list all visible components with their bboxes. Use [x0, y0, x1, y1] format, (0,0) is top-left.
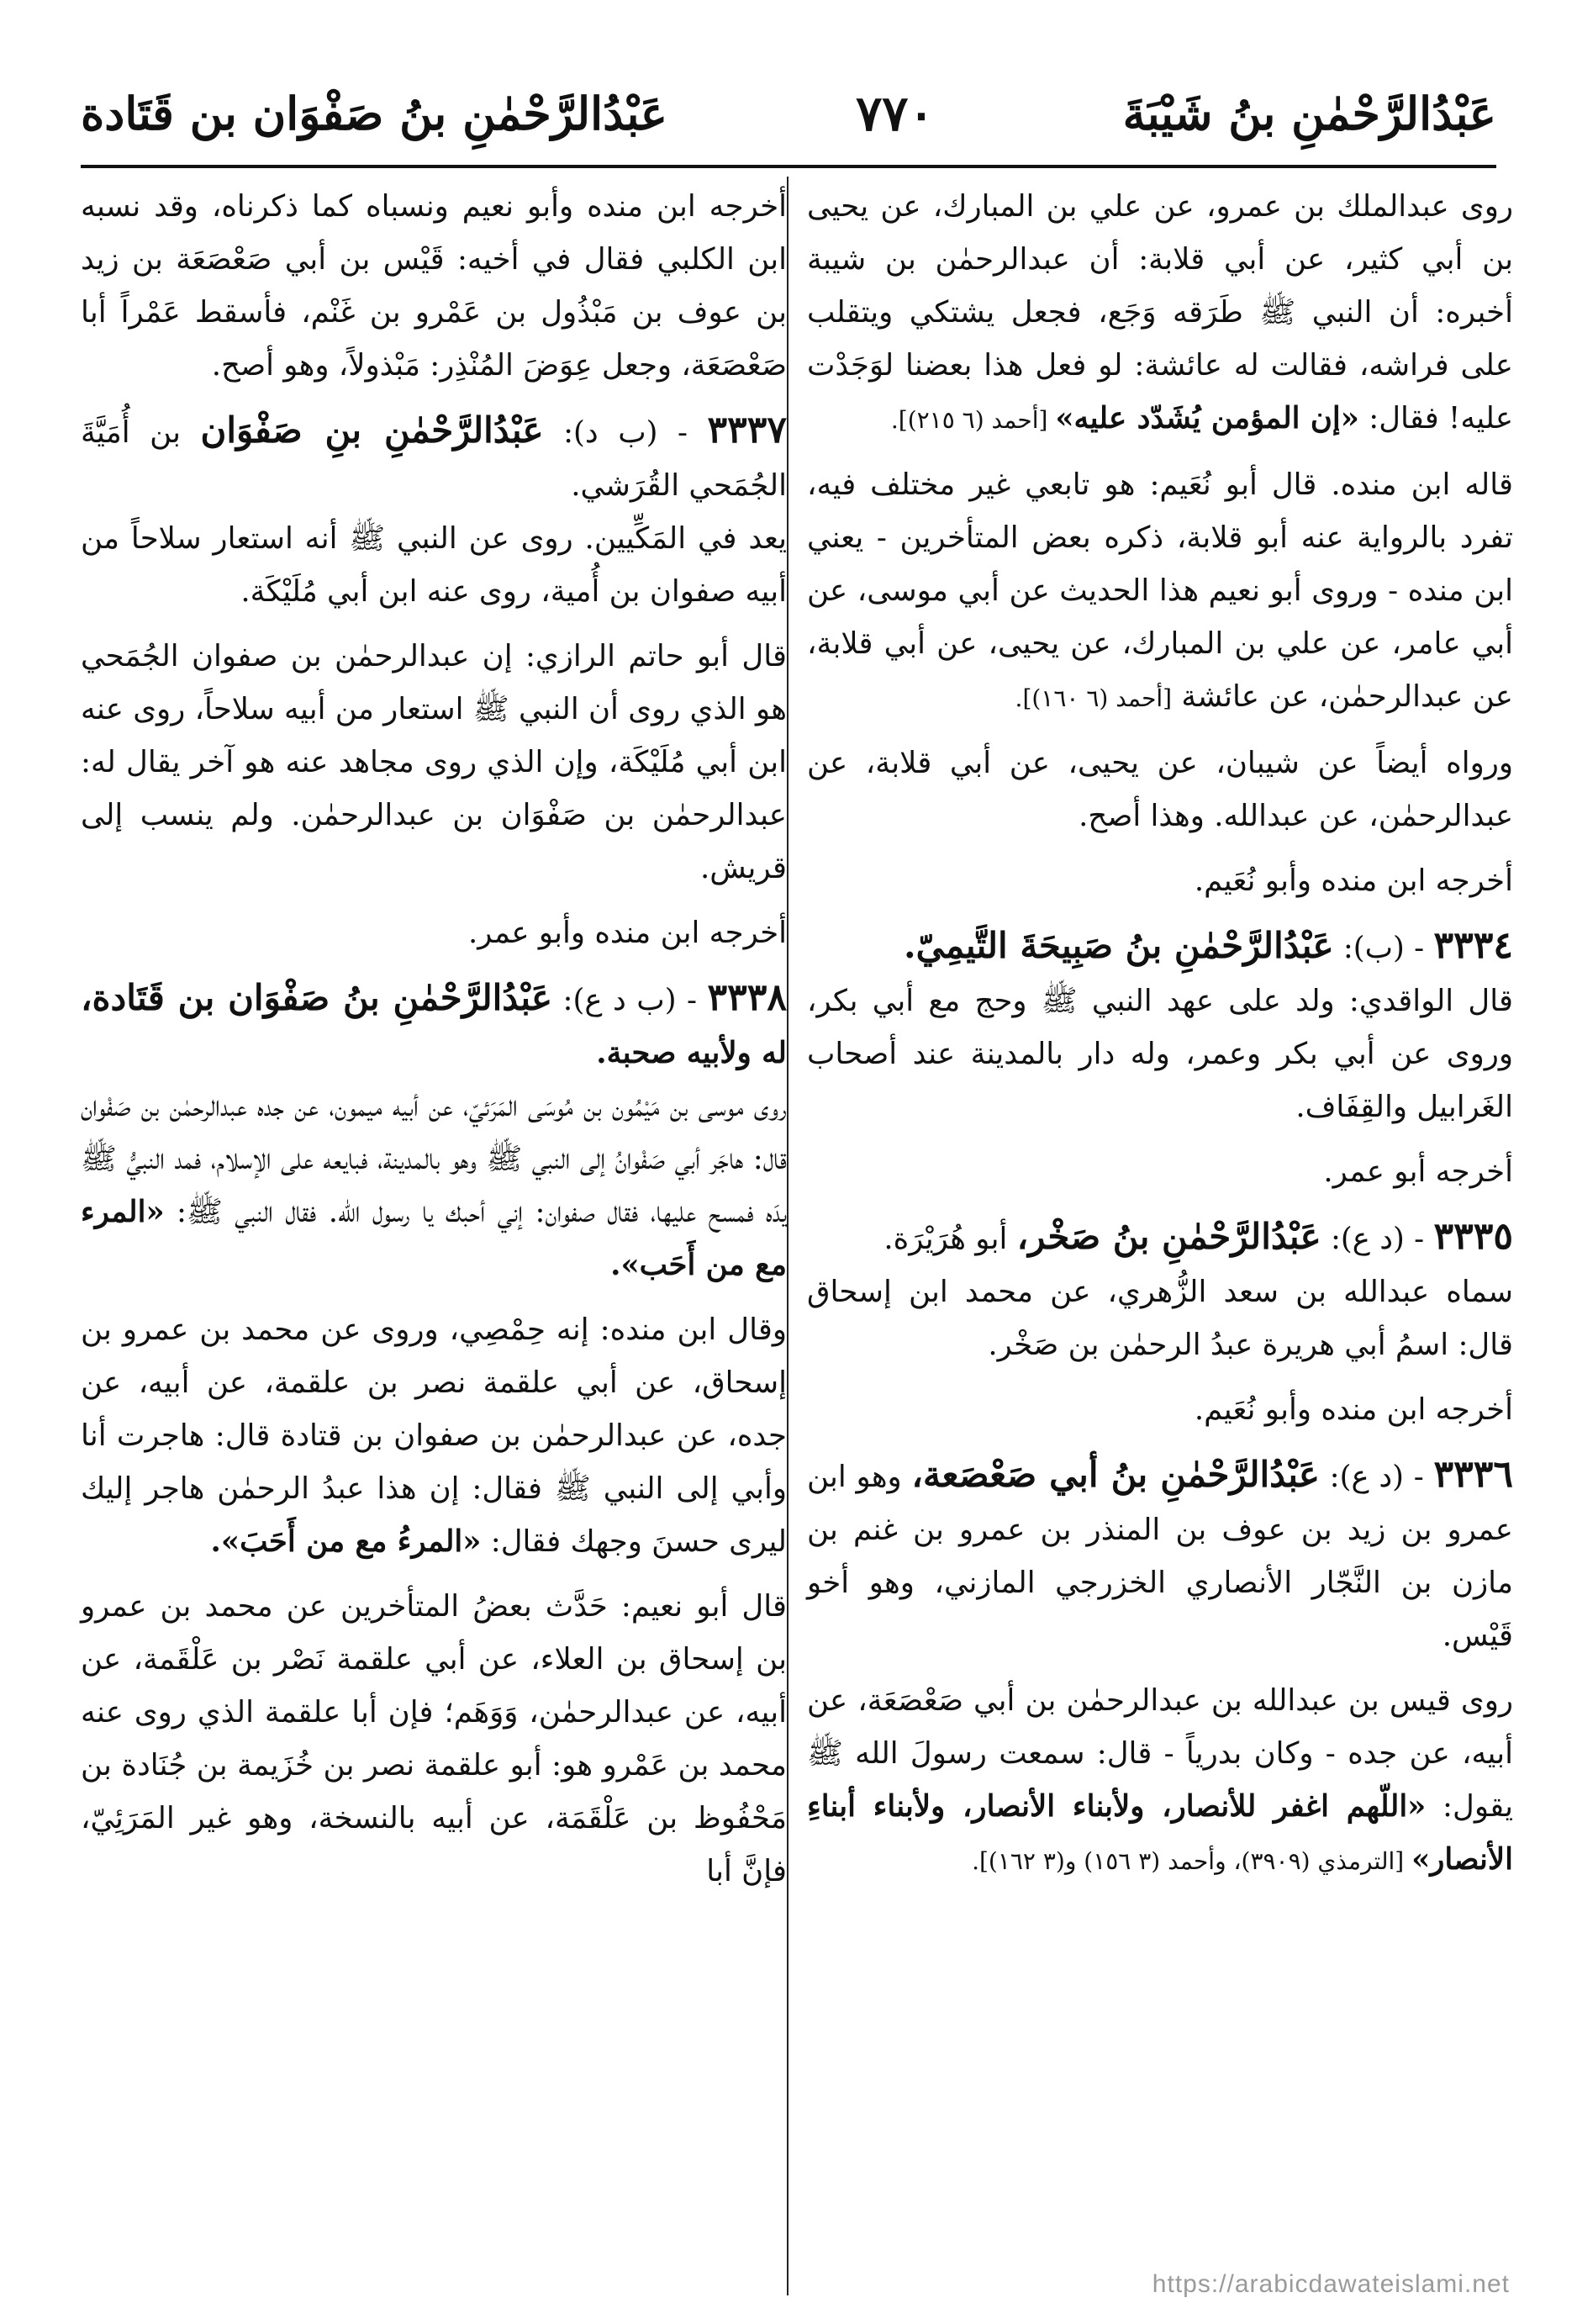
entry-number: ٣٣٣٧: [707, 409, 787, 452]
source-code: - (د ع):: [1319, 1460, 1434, 1494]
entry-name: عَبْدُالرَّحْمٰنِ بنُ أبي صَعْصَعة،: [911, 1454, 1320, 1495]
paragraph: [81, 1303, 787, 1568]
entry-number: ٣٣٣٤: [1433, 924, 1513, 967]
entry-name: عَبْدُالرَّحْمٰنِ بنِ صَفْوَان: [200, 409, 544, 451]
paragraph: [807, 1674, 1513, 1888]
citation: [أحمد (٦ ١٦٠)].: [1015, 684, 1173, 712]
paragraph: يعد في المَكِّيين. روى عن النبي ﷺ أنه استعار سلاحاً من أبيه صفوان بن أُمية، روى عنه ابن أبي مُلَيْكَة.: [81, 521, 787, 609]
entry-number: ٣٣٣٥: [1433, 1215, 1513, 1258]
citation: [الترمذي (٣٩٠٩)، وأحمد (٣ ١٥٦) و(٣ ١٦٢)].: [972, 1847, 1412, 1875]
running-title-right: عَبْدُالرَّحْمٰنِ بنُ شَيْبَةَ: [1122, 87, 1496, 140]
source-code: - (د ع):: [1321, 1222, 1434, 1256]
paragraph: قال أبو حاتم الرازي: إن عبدالرحمٰن بن صفوان الجُمَحي هو الذي روى أن النبي ﷺ استعار من أبيه سلاحاً، روى عنه ابن أبي مُلَيْكَة، وإن الذي روى مجاهد عنه هو آخر يقال له: عبدالرحمٰن بن صَفْوَان بن عبدالرحمٰن. ولم ينسب إلى قريش.: [81, 639, 787, 885]
hadith-quote: «إن المؤمن يُشَدّد عليه»: [1055, 401, 1359, 436]
entry-heading-3337: [81, 404, 787, 512]
entry-heading-3338: [81, 971, 787, 1080]
entry-heading-3336: [807, 1448, 1513, 1662]
entry-name: عَبْدُالرَّحْمٰنِ بنُ صَفْوَان بن قَتَادة،: [81, 977, 553, 1018]
paragraph: أخرجه ابن منده وأبو نُعَيم.: [1194, 864, 1513, 898]
text: قاله ابن منده. قال أبو نُعَيم: هو تابعي غير مختلف فيه، تفرد بالرواية عنه أبو قلابة، ذكره بعض المتأخرين - يعني ابن منده - وروى أبو نعيم هذا الحديث عن أبي موسى، عن أبي عامر، عن علي بن المبارك، عن يحيى، عن أبي قلابة، عن عبدالرحمٰن، عن عائشة: [807, 467, 1513, 714]
page-number: ٧٧٠: [856, 85, 935, 142]
entry-rest: بن أُمَيَّةَ الجُمَحي القُرَشي.: [81, 415, 787, 503]
entry-name: عَبْدُالرَّحْمٰنِ بنُ صَبِيحَةَ التَّيمِيّ.: [904, 925, 1334, 966]
source-code: - (ب د):: [543, 415, 708, 450]
paragraph: [81, 1080, 787, 1291]
entry-rest: وهو ابن عمرو بن زيد بن عوف بن المنذر بن عمرو بن غنم بن مازن بن النَّجّار الأنصاري الخزرجي المازني، وهو أخو قَيْس.: [807, 1460, 1513, 1653]
paragraph: أخرجه ابن منده وأبو عمر.: [467, 916, 787, 950]
paragraph: قال أبو نعيم: حَدَّث بعضُ المتأخرين عن محمد بن عمرو بن إسحاق بن العلاء، عن أبي علقمة نَصْر بن عَلْقَمة، عن أبيه، عن عبدالرحمٰن، وَوَهَم؛ فإن أبا علقمة الذي روى عنه محمد بن عَمْرو هو: أبو علقمة نصر بن خُزَيمة بن جُنَادة بن مَحْفُوظ بن عَلْقَمَة، عن أبيه بالنسخة، وهو غير المَرَئِيّ، فإنَّ أبا: [81, 1589, 787, 1888]
running-title-left: عَبْدُالرَّحْمٰنِ بنُ صَفْوَان بن قَتَادة: [81, 87, 667, 140]
source-code: - (ب):: [1333, 931, 1434, 965]
left-column: [81, 180, 787, 1909]
hadith-quote: «المرء مع من أَحَب».: [81, 1195, 787, 1282]
citation: [أحمد (٦ ٢١٥)].: [890, 406, 1056, 434]
paragraph: أخرجه ابن منده وأبو نعيم ونسباه كما ذكرناه، وقد نسبه ابن الكلبي فقال في أخيه: قَيْس بن أبي صَعْصَعَة بن زيد بن عوف بن مَبْذُول بن عَمْرو بن غَنْم، فأسقط عَمْراً أبا صَعْصَعَة، وجعل عِوَضَ المُنْذِر: مَبْذولاً، وهو أصح.: [81, 189, 787, 383]
text: وقال ابن منده: إنه حِمْصِي، وروى عن محمد بن عمرو بن إسحاق، عن أبي علقمة نصر بن علقمة، عن أبيه، عن جده، عن عبدالرحمٰن بن صفوان بن قتادة قال: هاجرت أنا وأبي إلى النبي ﷺ فقال: إن هذا عبدُ الرحمٰن هاجر إليك ليرى حسنَ وجهك فقال:: [81, 1313, 787, 1559]
source-code: - (ب د ع):: [552, 983, 708, 1017]
hadith-quote: «المرءُ مع من أَحَبَ».: [210, 1524, 482, 1559]
paragraph: أخرجه ابن منده وأبو نُعَيم.: [1194, 1392, 1513, 1427]
header-rule: [81, 165, 1496, 168]
entry-rest: أبو هُرَيْرَة.: [883, 1222, 1017, 1256]
paragraph: قال الواقدي: ولد على عهد النبي ﷺ وحج مع أبي بكر، وروى عن أبي بكر وعمر، وله دار بالمدينة عند أصحاب الغَرابيل والقِفَاف.: [807, 984, 1513, 1124]
entry-name: عَبْدُالرَّحْمٰنِ بنُ صَخْر،: [1016, 1216, 1321, 1257]
paragraph: سماه عبدالله بن سعد الزُّهري، عن محمد ابن إسحاق قال: اسمُ أبي هريرة عبدُ الرحمٰن بن صَخْر.: [807, 1275, 1513, 1362]
text: روى عبدالملك بن عمرو، عن علي بن المبارك، عن يحيى بن أبي كثير، عن أبي قلابة: أن عبدالرحمٰن بن شيبة أخبره: أن النبي ﷺ طَرَقه وَجَع، فجعل يشتكي ويتقلب على فراشه، فقالت له عائشة: لو فعل هذا بعضنا لوَجَدْت عليه! فقال:: [807, 189, 1513, 436]
entry-rest: له ولأبيه صحبة.: [596, 1036, 787, 1070]
entry-heading-3335: [807, 1210, 1513, 1265]
entry-heading-3334: [807, 919, 1513, 974]
paragraph: ورواه أيضاً عن شيبان، عن يحيى، عن أبي قلابة، عن عبدالرحمٰن، عن عبدالله. وهذا أصح.: [807, 746, 1513, 833]
watermark-url: https://arabicdawateislami.net: [1152, 2270, 1510, 2298]
column-separator: [787, 177, 788, 2295]
hadith-quote: «اللّهم اغفر للأنصار، ولأبناء الأنصار، ولأبناء أبناءِ الأنصار»: [807, 1789, 1513, 1877]
right-column: [807, 180, 1513, 1899]
entry-number: ٣٣٣٨: [707, 976, 787, 1019]
entry-number: ٣٣٣٦: [1433, 1453, 1513, 1496]
paragraph: [807, 458, 1513, 725]
page-header: [81, 67, 1496, 160]
paragraph: [807, 180, 1513, 446]
paragraph: أخرجه أبو عمر.: [1323, 1154, 1513, 1189]
text: روى موسى بن مَيْمُون بن مُوسَى المَرَئيّ، عن أبيه ميمون، عن جده عبدالرحمٰن بن صَفْوان قال: هاجَر أبي صَفْوانُ إلى النبي ﷺ وهو بالمدينة، فبايعه على الإسلام، فمد النبيُّ ﷺ يدَه فمسح عليها، فقال صفوان: إني أحبك يا رسول الله. فقال النبي ﷺ:: [81, 1089, 787, 1229]
text: روى قيس بن عبدالله بن عبدالرحمٰن بن أبي صَعْصَعَة، عن أبيه، عن جده - وكان بدرياً - قال: سمعت رسولَ الله ﷺ يقول:: [807, 1683, 1513, 1824]
